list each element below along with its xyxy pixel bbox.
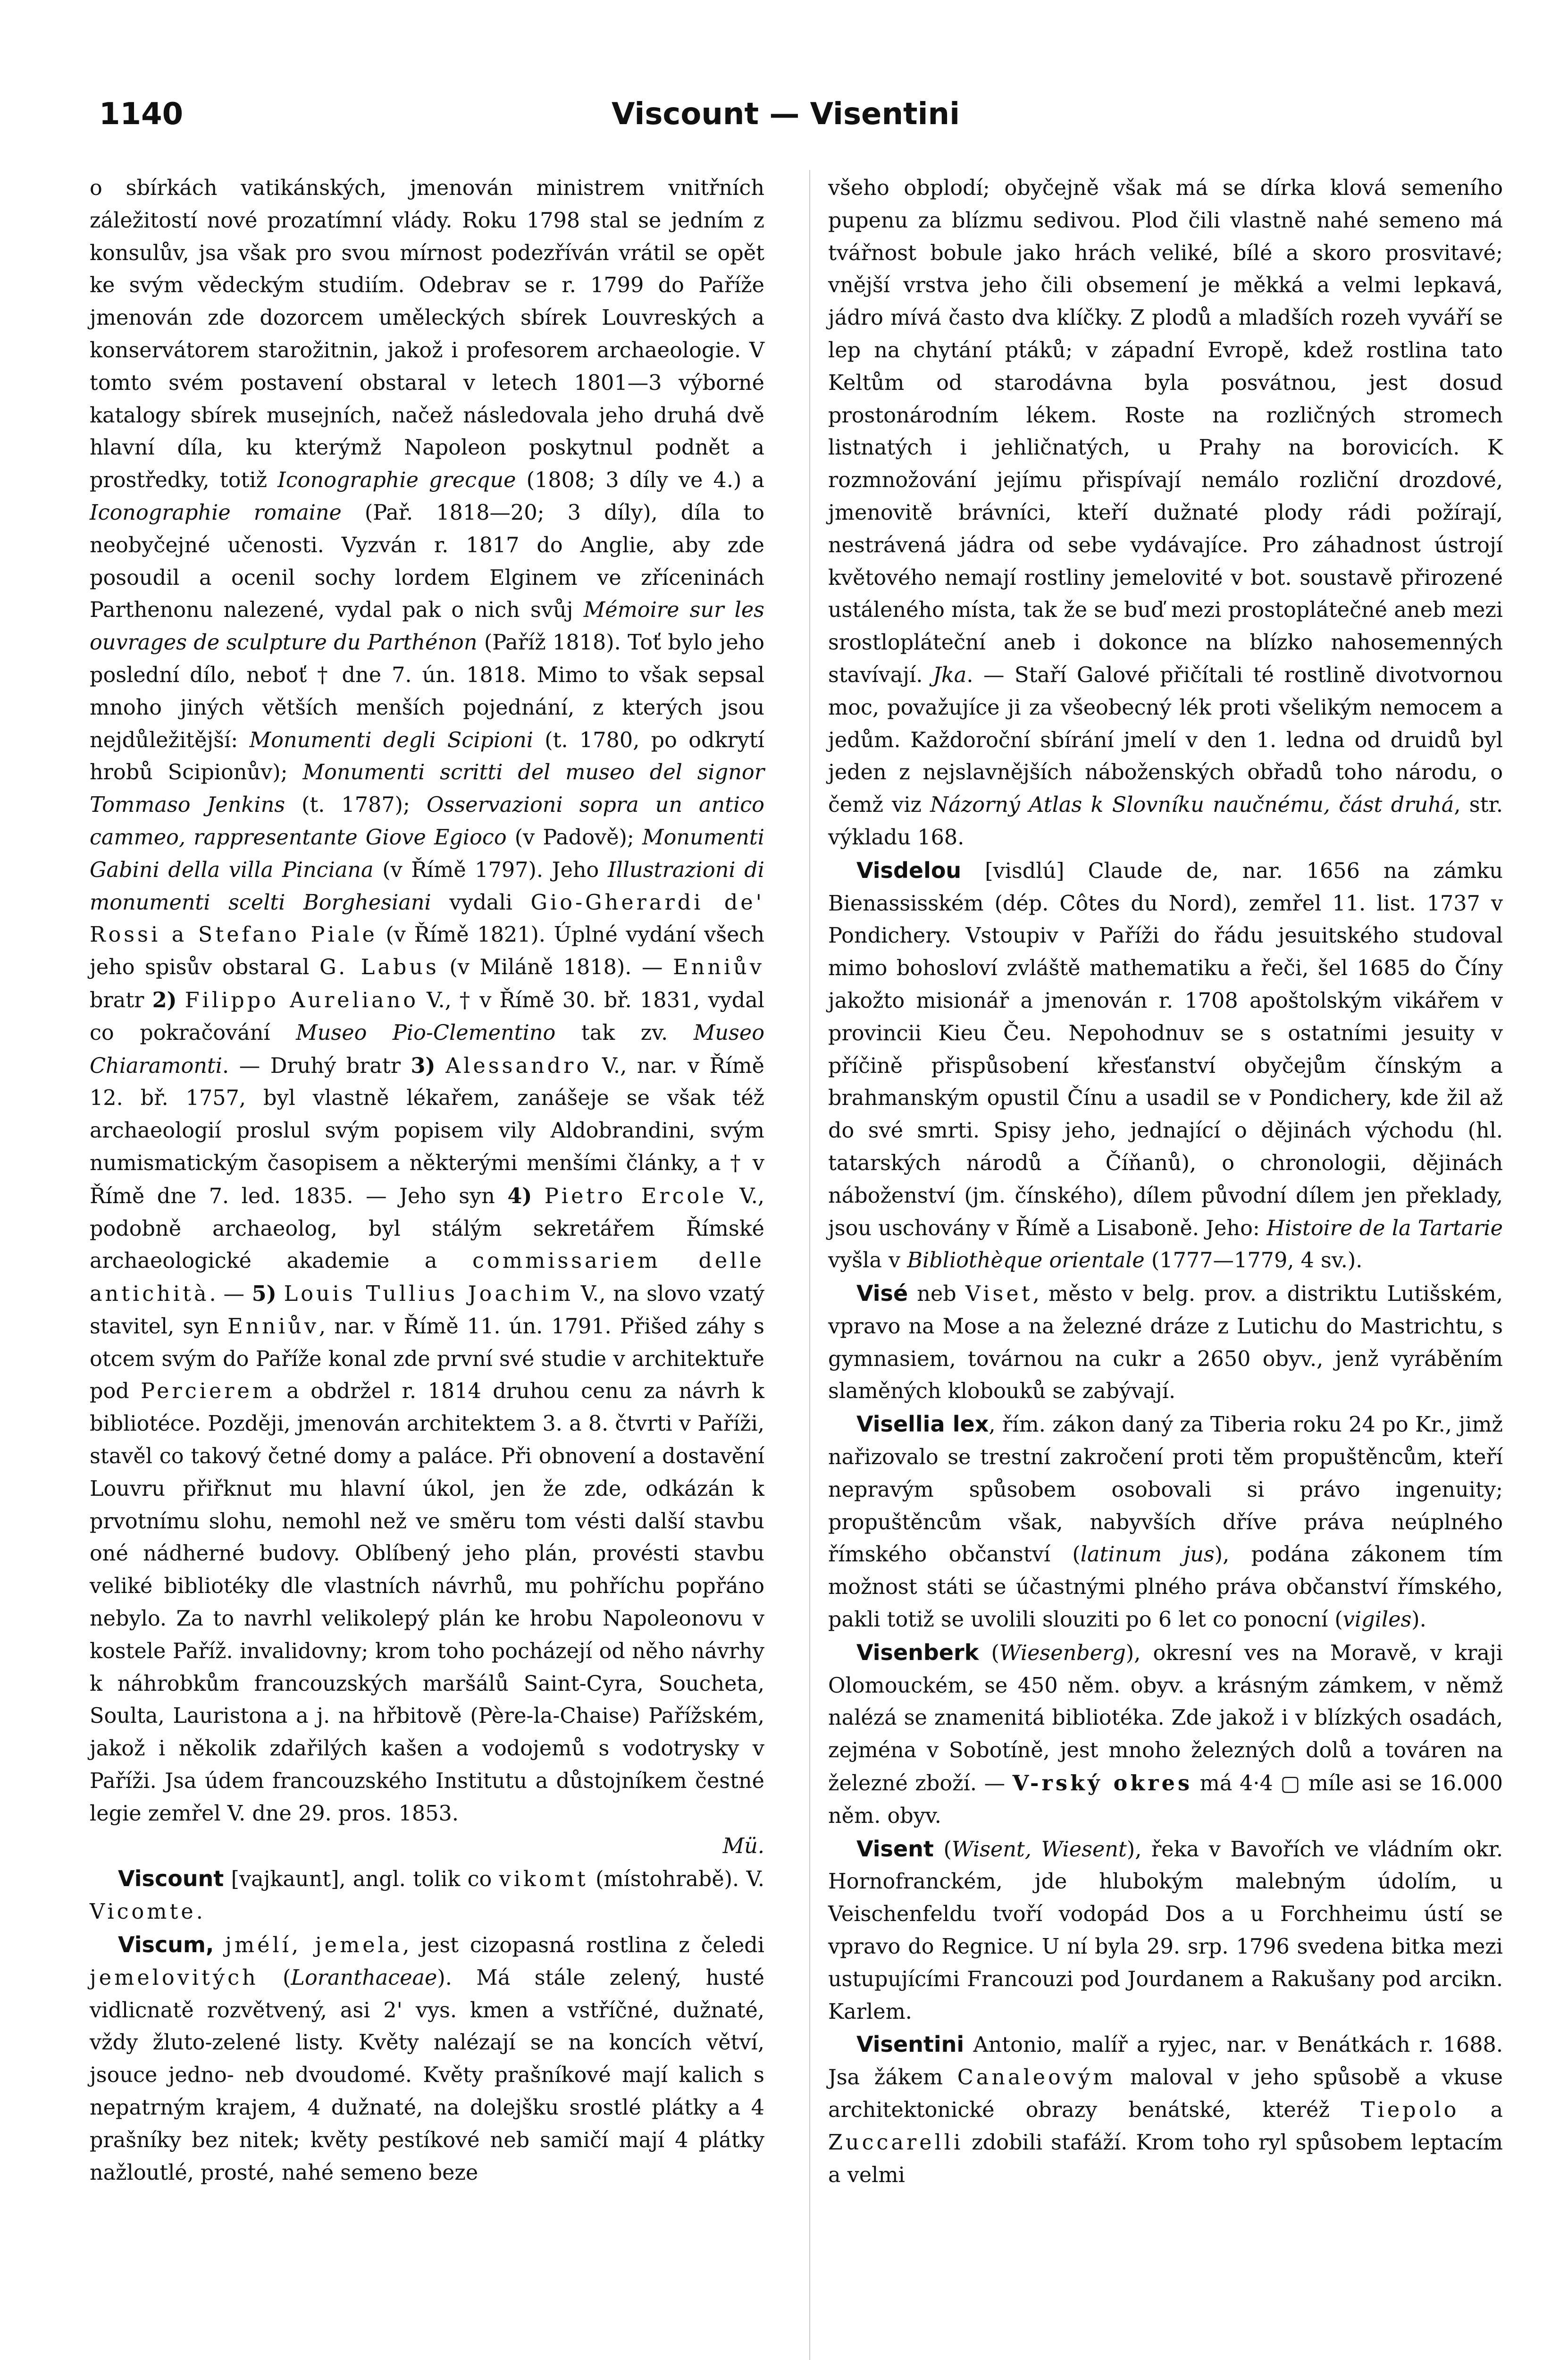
entry-visconti-continuation: o sbírkách vatikánských, jmenován ministrem vnitřních záležitostí nové prozatímní vlády. Roku 1798 stal se jedním z konsulův, jsa však pro svou mírnost podezříván vrátil se opět ke svým vědeckým studiím. Odebrav se r. 1799 do Paříže jmenován zde dozorcem uměleckých sbírek Louvreských a konservátorem starožitnin, jakož i profesorem archaeologie. V tomto svém postavení obstaral v letech 1801—3 výborné katalogy sbírek musejních, načež následovala jeho druhá dvě hlavní díla, ku kterýmž Napoleon poskytnul podnět a prostředky, totiž Iconographie grecque (1808; 3 díly ve 4.) a Iconographie romaine (Pař. 1818—20; 3 díly), díla to neobyčejné učenosti. Vyzván r. 1817 do Anglie, aby zde posoudil a ocenil sochy lordem Elginem ve zříceninách Parthenonu nalezené, vydal pak o nich svůj Mémoire sur les ouvrages de sculpture du Parthénon (Paříž 1818). Toť bylo jeho poslední dílo, neboť † dne 7. ún. 1818. Mimo to však sepsal mnoho jiných větších menších pojednání, z kterých jsou nejdůležitější: Monumenti degli Scipioni (t. 1780, po odkrytí hrobů Scipionův); Monumenti scritti del museo del signor Tommaso Jenkins (t. 1787); Osservazioni sopra un antico cammeo, rappresentante Giove Egioco (v Padově); Monumenti Gabini della villa Pinciana (v Římě 1797). Jeho Illustrazioni di monumenti scelti Borghesiani vydali Gio-Gherardi de' Rossi a Stefano Piale (v Římě 1821). Úplné vydání všech jeho spisův obstaral G. Labus (v Miláně 1818). — Enniův bratr 2) Filippo Aureliano V., † v Římě 30. bř. 1831, vydal co pokračování Museo Pio-Clementino tak zv. Museo Chiaramonti. — Druhý bratr 3) Alessandro V., nar. v Římě 12. bř. 1757, byl vlastně lékařem, zanášeje se však též archaeologií proslul svým popisem vily Aldobrandini, svým numismatickým časopisem a některými menšími články, a † v Římě dne 7. led. 1835. — Jeho syn 4) Pietro Ercole V., podobně archaeolog, byl stálým sekretářem Římské archaeologické akademie a commissariem delle antichità. — 5) Louis Tullius Joachim V., na slovo vzatý stavitel, syn Enniův, nar. v Římě 11. ún. 1791. Přišed záhy s otcem svým do Paříže konal zde první své studie v architektuře pod Percierem a obdržel r. 1814 druhou cenu za návrh k bibliotéce. Později, jmenován architektem 3. a 8. čtvrti v Paříži, stavěl co takový četné domy a paláce. Při obnovení a dostavění Louvru přiřknut mu hlavní úkol, jen že zde, odkázán k prvotnímu slohu, nemohl než ve směru tom vésti další stavbu oné nádherné budovy. Oblíbený jeho plán, provésti stavbu veliké bibliotéky dle vlastních návrhů, mu pohříchu popřáno nebylo. Za to navrhl velikolepý plán ke hrobu Napoleonovu v kostele Paříž. invalidovny; krom toho pocházejí od něho návrhy k náhrobkům francouzských maršálů Saint-Cyra, Soucheta, Soulta, Lauristona a j. na hřbitově (Père-la-Chaise) Pařížském, jakož i několik zdařilých kašen a vodojemů s vodotrysky v Paříži. Jsa údem francouzského Institutu a důstojníkem čestné legie zemřel V. dne 29. pros. 1853. Mü. xyxy=(90,172,764,1863)
entry-visentini: Visentini Antonio, malíř a ryjec, nar. v Benátkách r. 1688. Jsa žákem Canaleovým maloval v jeho spůsobě a vkuse architektonické obrazy benátské, kteréž Tiepolo a Zuccarelli zdobili stafáží. Krom toho ryl spůsobem leptacím a velmi xyxy=(828,2031,1503,2187)
headword: Visé xyxy=(856,1281,908,1306)
headword: Visdelou xyxy=(856,857,962,883)
running-head: Viscount — Visentini xyxy=(611,97,960,132)
entry-viscum: Viscum, jmélí, jemela, jest cizopasná rostlina z čeledi jemelovitých (Loranthaceae). Má stále zelený, husté vidlicnatě rozvětvený, asi 2' vys. kmen a vstříčné, dužnaté, vždy žluto-zelené listy. Květy nalézají se na koncích větví, jsouce jedno- neb dvoudomé. Květy prašníkové mají kalich s nepatrným krajem, 4 dužnaté, na dolejšku srostlé plátky a 4 prašníky bez nitek; květy pestíkové neb samičí mají 4 plátky nažloutlé, prosté, nahé semeno beze xyxy=(90,1932,764,2185)
right-column xyxy=(828,172,1503,2191)
entry-visdelou: Visdelou [visdlú] Claude de, nar. 1656 na zámku Bienassisském (dép. Côtes du Nord), zemřel 11. list. 1737 v Pondichery. Vstoupiv v Paříži do řádu jesuitského studoval mimo bohosloví zvláště mathematiku a řeči, šel 1685 do Číny jakožto misionář a jmenován r. 1708 apoštolským vikářem v provincii Kieu Čeu. Nepohodnuv se s ostatními jesuity v příčině přispůsobení křesťanství obyčejům čínským a brahmanským opustil Čínu a usadil se v Pondichery, kde žil až do své smrti. Spisy jeho, jednající o dějinách východu (hl. tatarských národů a Číňanů), o chronologii, dějinách náboženství (jm. čínského), dílem původní dílem jen překlady, jsou uschovány v Římě a Lisaboně. Jeho: Histoire de la Tartarie vyšla v Bibliothèque orientale (1777—1779, 4 sv.). xyxy=(828,857,1503,1273)
headword: Viscum, xyxy=(118,1932,214,1958)
page-number: 1140 xyxy=(99,97,184,132)
headword: Viscount xyxy=(118,1866,224,1892)
headword: Visentini xyxy=(856,2031,964,2057)
entry-visellia-lex: Visellia lex, řím. zákon daný za Tiberia roku 24 po Kr., jimž nařizovalo se trestní zakročení proti těm propuštěncům, kteří nepravým spůsobem osobovali si právo ingenuity; propuštěncům však, nabyvších dříve práva neúplného římského občanství (latinum jus), podána zákonem tím možnost státi se účastnými plného práva občanství římského, pakli totiž se uvolili slouziti po 6 let co ponocní (vigiles). xyxy=(828,1411,1503,1632)
page-header xyxy=(99,92,1472,158)
author-signature: Mü. xyxy=(722,1834,764,1858)
headword: Visenberk xyxy=(856,1639,979,1665)
entry-visenberk: Visenberk (Wiesenberg), okresní ves na Moravě, v kraji Olomouckém, se 450 něm. obyv. a krásným zámkem, v němž nalézá se znamenitá bibliotéka. Zde jakož i v blízkých osadách, zejména v Sobotíně, jest mnoho železných dolů a továren na železné zboží. — V-rský okres má 4·4 ▢ míle asi se 16.000 něm. obyv. xyxy=(828,1639,1503,1828)
entry-viscount: Viscount [vajkaunt], angl. tolik co vikomt (místohrabě). V. Vicomte. xyxy=(90,1866,764,1924)
entry-vise: Visé neb Viset, město v belg. prov. a distriktu Lutišském, vpravo na Mose a na železné dráze z Lutichu do Mastrichtu, s gymnasiem, továrnou na cukr a 2650 obyv., jenž vyráběním slaměných klobouků se zabývají. xyxy=(828,1281,1503,1404)
entry-visent: Visent (Wisent, Wiesent), řeka v Bavořích ve vládním okr. Hornofranckém, jde hlubokým malebným údolím, u Veischenfeldu tvoří vodopád Dos a u Forchheimu ústí se vpravo do Regnice. U ní byla 29. srp. 1796 svedena bitka mezi ustupujícími Francouzi pod Jourdanem a Rakušany pod arcikn. Karlem. xyxy=(828,1836,1503,2024)
column-divider xyxy=(809,170,810,2360)
left-column xyxy=(90,172,764,2189)
headword: Visent xyxy=(856,1836,934,1862)
headword: Visellia lex xyxy=(856,1411,989,1437)
entry-viscum-continuation: všeho obplodí; obyčejně však má se dírka klová semeního pupenu za blízmu sedivou. Plod čili vlastně nahé semeno má tvářnost bobule jako hrách veliké, bílé a skoro prosvitavé; vnější vrstva jeho čili obsemení je měkká a velmi lepkavá, jádro mívá často dva klíčky. Z plodů a mladších rozeh vyváří se lep na chytání ptáků; v západní Evropě, kdež rostlina tato Keltům od starodávna byla posvátnou, jest dosud prostonárodním lékem. Roste na rozličných stromech listnatých i jehličnatých, u Prahy na borovicích. K rozmnožování jejímu přispívají nemálo rozliční drozdové, jmenovitě brávníci, kteří dužnaté plody rádi požírají, nestrávená jádra od sebe vydávajíce. Pro záhadnost ústrojí květového nemají rostliny jemelovité v bot. soustavě přirozené ustáleného místa, tak že se buď mezi prostoplátečné aneb mezi srostlopláteční aneb i dokonce na blízko nahosemenných stavívají. Jka. — Staří Galové přičítali té rostlině divotvornou moc, považujíce ji za všeobecný lék proti všelikým nemocem a jedům. Každoroční sbírání jmelí v den 1. ledna od druidů byl jeden z nejslavnějších náboženských obřadů toho národu, o čemž viz Názorný Atlas k Slovníku naučnému, část druhá, str. výkladu 168. xyxy=(828,176,1503,850)
